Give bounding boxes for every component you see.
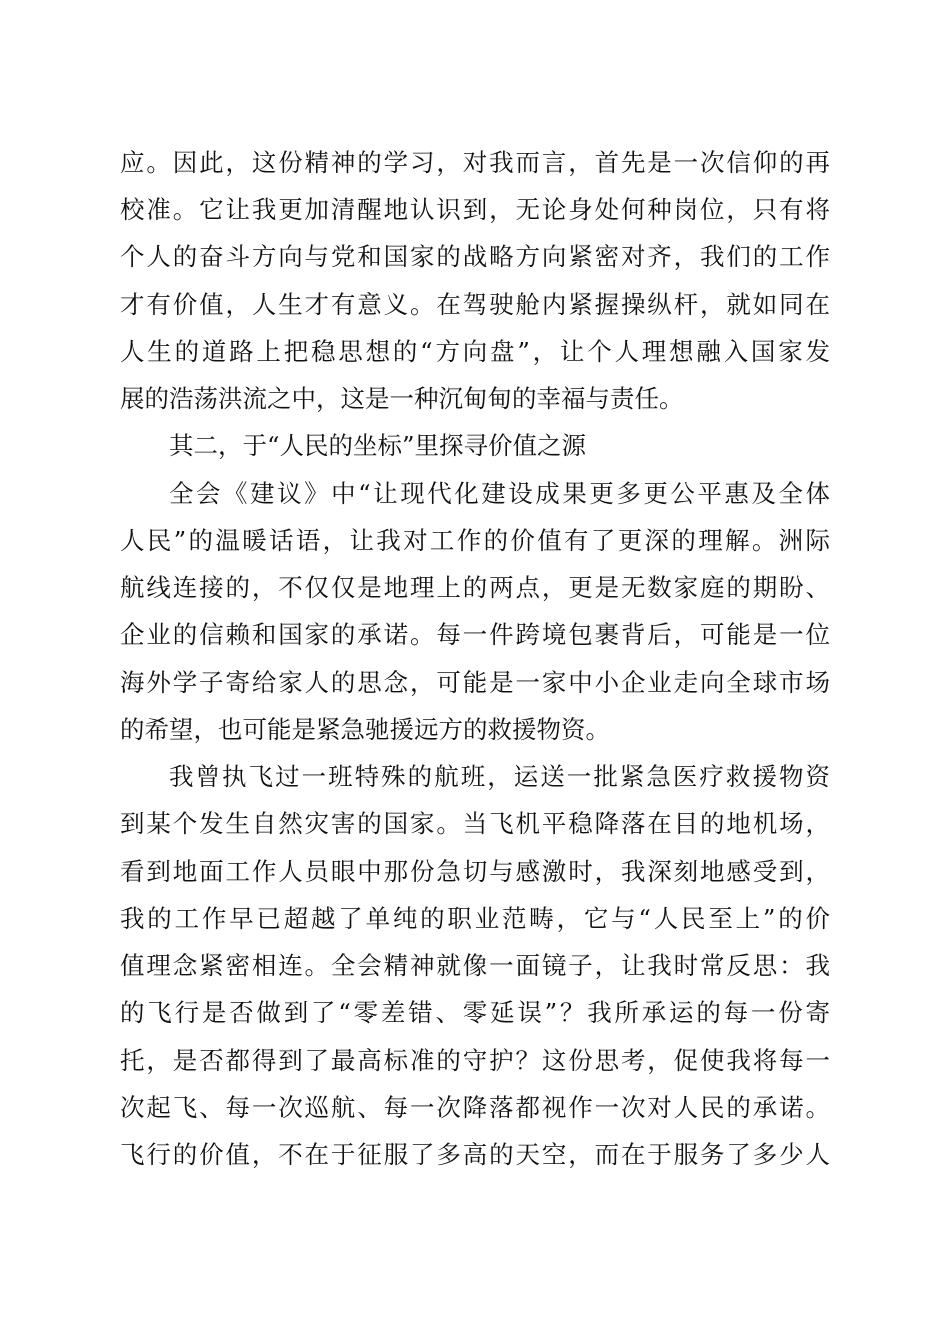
text-line-13: 的希望，也可能是紧急驰援远方的救援物资。 [120, 715, 610, 744]
text-line-16: 看到地面工作人员眼中那份急切与感激时，我深刻地感受到， [120, 857, 830, 886]
text-line-22: 飞行的价值，不在于征服了多高的天空，而在于服务了多少人 [120, 1140, 830, 1169]
text-line-12: 海外学子寄给家人的思念，可能是一家中小企业走向全球市场 [120, 668, 830, 697]
text-line-6: 展的浩荡洪流之中，这是一种沉甸甸的幸福与责任。 [120, 384, 684, 413]
text-line-21: 次起飞、每一次巡航、每一次降落都视作一次对人民的承诺。 [120, 1093, 830, 1122]
text-line-8: 全会《建议》中“让现代化建设成果更多更公平惠及全体 [169, 479, 830, 508]
text-line-14: 我曾执飞过一班特殊的航班，运送一批紧急医疗救援物资 [169, 762, 830, 791]
text-line-19: 的飞行是否做到了“零差错、零延误”？我所承运的每一份寄 [120, 998, 830, 1027]
text-line-1: 应。因此，这份精神的学习，对我而言，首先是一次信仰的再 [120, 148, 830, 177]
text-line-18: 值理念紧密相连。全会精神就像一面镜子，让我时常反思：我 [120, 951, 830, 980]
text-line-2: 校准。它让我更加清醒地认识到，无论身处何种岗位，只有将 [120, 195, 830, 224]
text-line-11: 企业的信赖和国家的承诺。每一件跨境包裹背后，可能是一位 [120, 620, 830, 649]
text-line-20: 托，是否都得到了最高标准的守护？这份思考，促使我将每一 [120, 1046, 830, 1075]
text-line-3: 个人的奋斗方向与党和国家的战略方向紧密对齐，我们的工作 [120, 242, 830, 271]
section-heading: 其二，于“人民的坐标”里探寻价值之源 [169, 431, 587, 460]
text-line-10: 航线连接的，不仅仅是地理上的两点，更是无数家庭的期盼、 [120, 573, 830, 602]
text-line-15: 到某个发生自然灾害的国家。当飞机平稳降落在目的地机场， [120, 809, 830, 838]
text-line-5: 人生的道路上把稳思想的“方向盘”，让个人理想融入国家发 [120, 337, 830, 366]
text-line-9: 人民”的温暖话语，让我对工作的价值有了更深的理解。洲际 [120, 526, 830, 555]
text-line-17: 我的工作早已超越了单纯的职业范畴，它与“人民至上”的价 [120, 904, 830, 933]
text-line-4: 才有价值，人生才有意义。在驾驶舱内紧握操纵杆，就如同在 [120, 290, 830, 319]
